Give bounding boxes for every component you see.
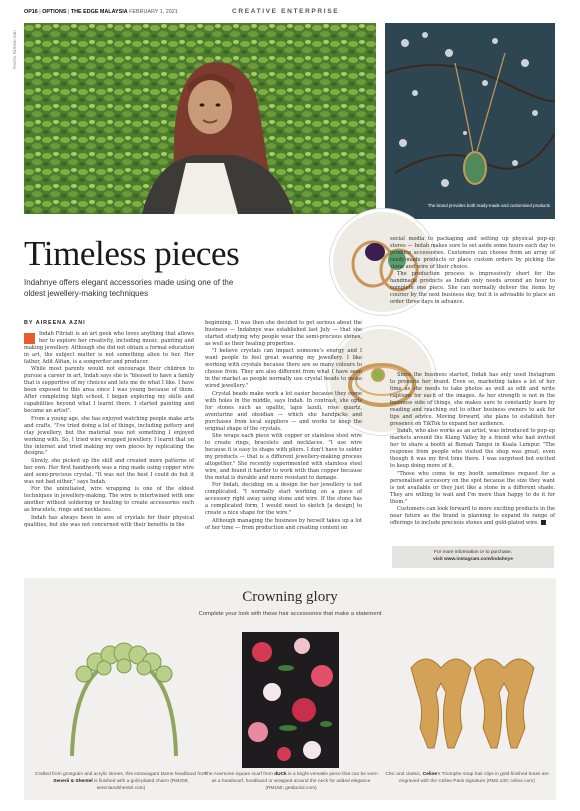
portrait-photo [24,23,376,214]
paragraph: beginning. It was then she decided to get serious about the business — Indahnye was established last July — that she started studying why people wear the semi-precious stones, as well as their healing properties. [205,320,362,347]
deck: Indahnye offers elegant accessories made using one of the oldest jewellery-making techniques [24,278,234,299]
hair-clips-image [396,648,546,758]
paragraph: The production process is impressively short for the handmade products as Indah only needs around an hour to complete one piece. She can normally deliver the items by courier by the next business day, but it is advisable to place an order three days in advance. [390,271,555,306]
article-column-3 [390,236,555,528]
running-header [24,9,556,20]
paragraph: Crystal beads make work a lot easier because they come with holes in the middle, says Indah. In contrast, she opts for stones such as opalite, lapis lazuli, rose quartz, aventurine and obsidian — which she handpicks and purchases from local suppliers — and works to keep the original shape of the crystals. [205,390,362,432]
drop-cap-square [24,333,35,344]
publication-name: THE EDGE MALAYSIA [70,9,128,15]
byline: BY AIREENA AZNI [24,320,86,326]
purchase-info-box [392,546,554,568]
headband-image [44,626,204,766]
hair-clips-illustration [396,648,546,758]
paragraph: Customers can look forward to more exciting products in the near future as the brand is planning to expand its range of offerings to include precious stones and gold-plated wire. E [390,506,555,527]
end-mark-icon: E [541,520,546,525]
paragraph: "I believe crystals can impact someone's energy and I want people to feel great wearing my jewellery. I like working with crystals because there are so many colours to choose from. They are also different from what I have seen in the market as people normally use crystal beads to make wired jewellery." [205,348,362,390]
product-caption-3: Chic and classic, Celine's Triomphe snap hair clips in gold-finished brass are engraved with the Celine Paris signature (RM2,100; celine.com) [385,772,549,785]
paragraph: For the uninitiated, wire wrapping is one of the oldest techniques in jewellery-making. The wire is intertwined with one another without soldering or heating to create accessories such as bracelets, rings and necklaces. [24,486,194,514]
headline: Timeless pieces [24,234,240,273]
portrait-illustration [24,23,376,214]
instagram-link[interactable]: visit www.instagram.com/indahnye [433,557,513,563]
paragraph: Indah Fitriati is an art geek who loves anything that allows her to explore her creativity, including music, painting and making jewellery. Although she did not obtain a formal education in art, the subject matter is not something alien to her. Her father, Adit Alfian, is a songwriter and producer. [24,331,194,365]
column-3-lower [390,372,555,527]
paragraph: From a young age, she has enjoyed watching people make arts and crafts. "I've tried doing a lot of things, including pottery and clay jewellery, but the material was not something I enjoyed working with. So, I tried wire wrapped jewellery. I learnt that on the internet and tried making my own pieces by replicating the designs." [24,415,194,457]
crowning-glory-section [24,578,556,800]
article-column-1 [24,331,194,529]
paragraph: Since the business started, Indah has only used Instagram to promote her brand. Even so, marketing takes a lot of her time as she needs to take photos as well as edit and write captions for each of the images. As her strength is not in the business side of things, she makes sure to constantly learn by reading and reaching out to other business owners to ask for tips and advice. Moving forward, she plans to establish her presence on TikTok to expand her audience. [390,372,555,427]
scarf-illustration [242,632,339,768]
header-left: OP16 | OPTIONS | THE EDGE MALAYSIA FEBRUARY 1, 2021 [24,9,178,15]
section-name: OPTIONS [42,9,67,15]
article-column-2 [205,320,362,532]
scarf-image [242,632,339,768]
paragraph: Indah, who also works as an artist, was introduced to pop-up markets around the Klang Valley by a friend who had invited her to share a booth at Bumah Tangsi in Kuala Lumpur. "The response from people who visited the shop was great, even though it was my first time there. I was surprised but excited to keep doing more of it. [390,428,555,470]
section-subtitle: Complete your look with these hair accessories that make a statement [198,611,382,617]
necklace-illustration [385,23,555,219]
paragraph: "Those who come to my booth sometimes request for a personalised accessory on the spot because the size they want is not available or they just like a stone in a different shade. They are willing to wait and I'm more than happy to do it for them." [390,470,555,505]
category-label: CREATIVE ENTERPRISE [232,8,340,15]
info-line-1: For more information or to purchase, [434,550,512,555]
issue-date: FEBRUARY 1, 2021 [129,9,178,15]
paragraph: She wraps each piece with copper or stainless steel wire to create rings, bracelets and necklaces. "I use wire because it is easy to shape with pliers. I don't have to solder my products — that is a different jewellery-making process altogether." She recently experimented with stainless steel wire, and found it harder to work with than copper because the metal is durable and more resistant to damage. [205,433,362,481]
product-caption-1: Crafted from grosgrain and acrylic stones, this extravagant Dame headband from Senerii & Shentel is finished with a gold-plated charm (RM208; sereniandshentel.com) [35,772,207,792]
paragraph: Although managing the business by herself takes up a lot of her time — from production and creating content on [205,517,362,531]
paragraph: While most parents would not encourage their children to pursue a career in art, Indah says she is "blessed to have a family that is supportive of my choices and lets me do what I like. I have been exposed to this area since I was young because of them. After completing high school, I began exploring my skills and capabilities beyond what I learnt there. I started painting and became an artist". [24,366,194,415]
page-number: OP16 [24,9,38,15]
right-photo-caption: The brand provides both ready-made and customised products [427,203,550,208]
paragraph: Slowly, she picked up the skill and created more patterns of her own. Her first handiwork was a ring made using copper wire and semi-precious crystal. "It was not the best I could do but it was not bad either," says Indah. [24,457,194,485]
product-caption-2: The Anemone square scarf from dUCk is a bright versatile piece that can be worn as a headscarf, headband or wrapped around the neck for added elegance (RM150; getduckd.com) [204,772,378,792]
paragraph: social media to packaging and setting up physical pop-up stores — Indah makes sure to set aside some hours each day to produce accessories. Customers can choose from an array of ready-made products or place custom orders by picking the stone and wire of their choice. [390,236,555,270]
photo-credit: PHOTO: PATRICK GOH [13,30,17,69]
paragraph: Indah has always been in awe of crystals for their physical qualities, but she was not concerned with their benefits in the [24,514,194,528]
necklace-photo [385,23,555,219]
section-title: Crowning glory [242,589,338,605]
paragraph: For Indah, deciding on a design for her jewellery is not complicated. "I normally start working on a piece of accessory right away using stone and wire. If the stone has a complicated form, I would need to sketch [a design] to create a nice shape for the wire." [205,482,362,517]
headband-illustration [44,626,204,766]
